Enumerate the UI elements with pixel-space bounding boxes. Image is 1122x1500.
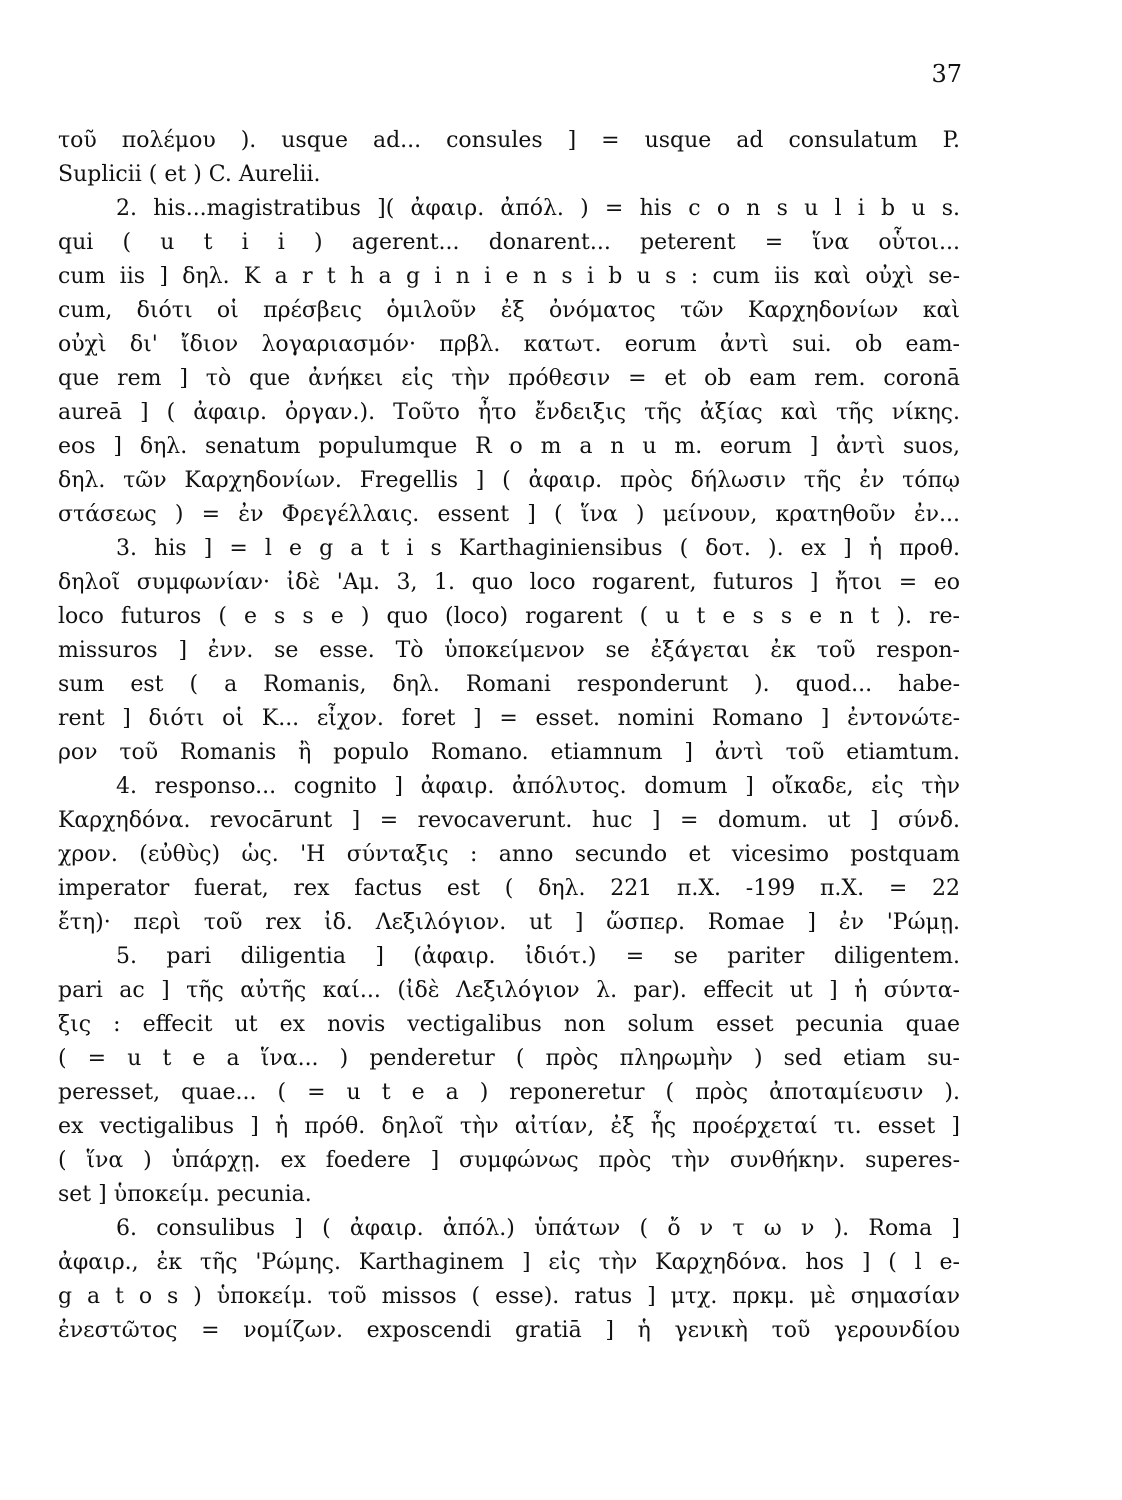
text-line: imperator fuerat, rex factus est ( δηλ. 221 π.Χ. -199 π.Χ. = 22 bbox=[58, 876, 960, 901]
text-line: 3. his ] = l e g a t i s Karthaginiensibus ( δοτ. ). ex ] ἡ προθ. bbox=[116, 536, 960, 561]
text-line: οὐχὶ δι' ἴδιον λογαριασμόν· πρβλ. κατωτ. eorum ἀντὶ sui. ob eam- bbox=[58, 332, 960, 357]
text-line: ἔτη)· περὶ τοῦ rex ἰδ. Λεξιλόγιον. ut ] ὥσπερ. Romae ] ἐν 'Ρώμῃ. bbox=[58, 910, 960, 935]
text-line: que rem ] τὸ que ἀνήκει εἰς τὴν πρόθεσιν = et ob eam rem. coronā bbox=[58, 366, 960, 391]
text-line: ἀφαιρ., ἐκ τῆς 'Ρώμης. Karthaginem ] εἰς τὴν Καρχηδόνα. hos ] ( l e- bbox=[58, 1250, 960, 1275]
text-line: δηλοῖ συμφωνίαν· ἰδὲ 'Αμ. 3, 1. quo loco rogarent, futuros ] ἤτοι = eo bbox=[58, 570, 960, 595]
text-line: 4. responso... cognito ] ἀφαιρ. ἀπόλυτος. domum ] οἴκαδε, εἰς τὴν bbox=[116, 774, 960, 799]
text-line: ( = u t e a ἵνα... ) penderetur ( πρὸς πληρωμὴν ) sed etiam su- bbox=[58, 1046, 960, 1071]
text-line: peresset, quae... ( = u t e a ) reponeretur ( πρὸς ἀποταμίευσιν ). bbox=[58, 1080, 960, 1105]
text-line: aureā ] ( ἀφαιρ. ὀργαν.). Τοῦτο ἦτο ἔνδειξις τῆς ἀξίας καὶ τῆς νίκης. bbox=[58, 400, 960, 425]
text-line: eos ] δηλ. senatum populumque R o m a n u m. eorum ] ἀντὶ suos, bbox=[58, 434, 960, 459]
text-line: 2. his...magistratibus ]( ἀφαιρ. ἀπόλ. ) = his c o n s u l i b u s. bbox=[116, 196, 960, 221]
text-line: ξις : effecit ut ex novis vectigalibus non solum esset pecunia quae bbox=[58, 1012, 960, 1037]
commentary-text bbox=[58, 124, 960, 1348]
text-line: missuros ] ἐνν. se esse. Τὸ ὑποκείμενον se ἐξάγεται ἐκ τοῦ respon- bbox=[58, 638, 960, 663]
text-line: cum, διότι οἱ πρέσβεις ὁμιλοῦν ἐξ ὀνόματος τῶν Καρχηδονίων καὶ bbox=[58, 298, 960, 323]
text-line: τοῦ πολέμου ). usque ad... consules ] = usque ad consulatum P. bbox=[58, 128, 960, 153]
text-line: στάσεως ) = ἐν Φρεγέλλαις. essent ] ( ἵνα ) μείνουν, κρατηθοῦν ἐν... bbox=[58, 502, 960, 527]
text-line: χρον. (εὐθὺς) ὡς. 'Η σύνταξις : anno secundo et vicesimo postquam bbox=[58, 842, 960, 867]
text-line: Suplicii ( et ) C. Aurelii. bbox=[58, 162, 321, 187]
text-line: qui ( u t i i ) agerent... donarent... peterent = ἵνα οὗτοι... bbox=[58, 230, 960, 255]
page-number: 37 bbox=[931, 60, 962, 88]
text-line: 5. pari diligentia ] (ἀφαιρ. ἰδιότ.) = se pariter diligentem. bbox=[116, 944, 960, 969]
text-line: ἐνεστῶτος = νομίζων. exposcendi gratiā ] ἡ γενικὴ τοῦ γερουνδίου bbox=[58, 1318, 960, 1343]
text-line: ( ἵνα ) ὑπάρχῃ. ex foedere ] συμφώνως πρὸς τὴν συνθήκην. superes- bbox=[58, 1148, 960, 1173]
text-line: loco futuros ( e s s e ) quo (loco) rogarent ( u t e s s e n t ). re- bbox=[58, 604, 960, 629]
text-line: δηλ. τῶν Καρχηδονίων. Fregellis ] ( ἀφαιρ. πρὸς δήλωσιν τῆς ἐν τόπῳ bbox=[58, 468, 960, 493]
text-line: set ] ὑποκείμ. pecunia. bbox=[58, 1182, 312, 1207]
text-line: 6. consulibus ] ( ἀφαιρ. ἀπόλ.) ὑπάτων ( ὄ ν τ ω ν ). Roma ] bbox=[116, 1216, 960, 1241]
text-line: sum est ( a Romanis, δηλ. Romani responderunt ). quod... habe- bbox=[58, 672, 960, 697]
text-line: rent ] διότι οἱ Κ... εἶχον. foret ] = esset. nomini Romano ] ἐντονώτε- bbox=[58, 706, 960, 731]
text-line: cum iis ] δηλ. K a r t h a g i n i e n s i b u s : cum iis καὶ οὐχὶ se- bbox=[58, 264, 960, 289]
text-line: ρον τοῦ Romanis ἢ populo Romano. etiamnum ] ἀντὶ τοῦ etiamtum. bbox=[58, 740, 960, 765]
text-line: ex vectigalibus ] ἡ πρόθ. δηλοῖ τὴν αἰτίαν, ἐξ ἧς προέρχεταί τι. esset ] bbox=[58, 1114, 960, 1139]
text-line: pari ac ] τῆς αὐτῆς καί... (ἰδὲ Λεξιλόγιον λ. par). effecit ut ] ἡ σύντα- bbox=[58, 978, 960, 1003]
text-line: g a t o s ) ὑποκείμ. τοῦ missos ( esse). ratus ] μτχ. πρκμ. μὲ σημασίαν bbox=[58, 1284, 960, 1309]
text-line: Καρχηδόνα. revocārunt ] = revocaverunt. huc ] = domum. ut ] σύνδ. bbox=[58, 808, 960, 833]
